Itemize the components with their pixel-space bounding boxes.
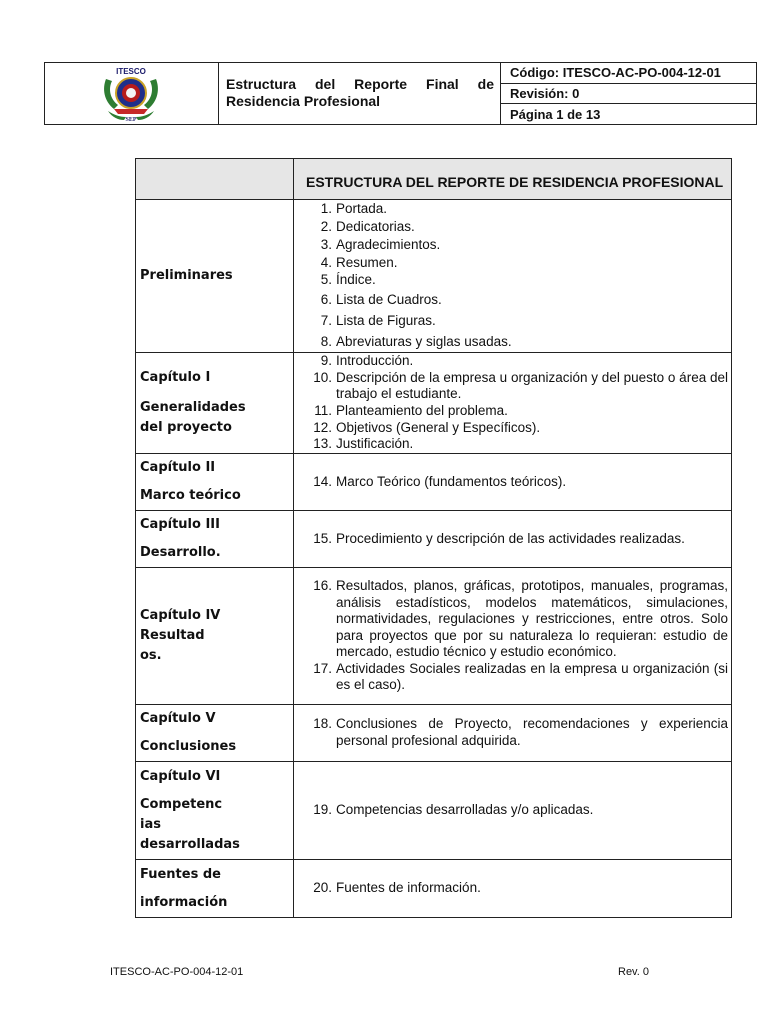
- document-revision: Revisión: 0: [501, 84, 756, 105]
- table-row: [136, 860, 732, 918]
- table-heading: ESTRUCTURA DEL REPORTE DE RESIDENCIA PROFESIONAL: [306, 174, 724, 190]
- section-items: [294, 705, 732, 762]
- document-meta: [501, 63, 756, 124]
- section-label-line: desarrolladas: [140, 836, 240, 852]
- section-label-line: Capítulo I: [140, 370, 211, 385]
- list-item: 3. Agradecimientos.: [320, 236, 441, 252]
- list-item: 6. Lista de Cuadros.: [320, 291, 442, 307]
- section-items: [294, 568, 732, 705]
- table-row: [136, 568, 732, 705]
- logo-text: ITESCO: [116, 67, 146, 76]
- section-label: [136, 568, 294, 705]
- section-label: [136, 454, 294, 511]
- document-header: [44, 62, 757, 125]
- section-label-line: Resultad: [140, 628, 205, 643]
- document-code: Código: ITESCO-AC-PO-004-12-01: [501, 63, 756, 84]
- table-row: [136, 353, 732, 454]
- section-label: [136, 511, 294, 568]
- list-item: 16. Resultados, planos, gráficas, prototipos, manuales, programas, análisis estadísticos, modelos matemáticos, simulaciones, normatividades, regulaciones y restricciones, entre otros. Solo para proyectos que por su naturaleza lo requieran: estudio de mercado, estudio técnico y estudio económico.: [313, 577, 728, 660]
- list-item: 14. Marco Teórico (fundamentos teóricos).: [313, 473, 567, 489]
- section-label-line: ias: [140, 816, 161, 832]
- structure-table: [135, 158, 732, 918]
- itesco-logo: [100, 65, 162, 123]
- section-label-line: os.: [140, 648, 162, 663]
- table-row: [136, 762, 732, 860]
- section-label-line: Capítulo V: [140, 711, 216, 726]
- section-items: [294, 762, 732, 860]
- section-label: [136, 353, 294, 454]
- table-row: [136, 200, 732, 353]
- section-label-line: Fuentes de: [140, 866, 221, 882]
- section-label-line: Desarrollo.: [140, 545, 221, 560]
- logo-motto: SEP: [125, 117, 137, 123]
- section-items: [294, 353, 732, 454]
- footer-revision: Rev. 0: [618, 966, 649, 978]
- list-item: 4. Resumen.: [320, 254, 398, 270]
- section-label-line: Capítulo VI: [140, 768, 221, 784]
- table-heading-cell: [294, 159, 732, 200]
- section-label: [136, 705, 294, 762]
- section-items: [294, 454, 732, 511]
- section-items: [294, 860, 732, 918]
- list-item: 13. Justificación.: [313, 436, 414, 452]
- list-item: 5. Índice.: [320, 271, 376, 287]
- header-empty-cell: [136, 159, 294, 200]
- section-label: [136, 860, 294, 918]
- list-item: 10. Descripción de la empresa u organización y del puesto o área del trabajo el estudiante.: [313, 369, 728, 402]
- section-label-line: Conclusiones: [140, 739, 237, 754]
- table-row: [136, 705, 732, 762]
- list-item: 15. Procedimiento y descripción de las actividades realizadas.: [313, 530, 685, 546]
- section-items: [294, 511, 732, 568]
- section-label-line: Marco teórico: [140, 488, 241, 503]
- table-row: [136, 454, 732, 511]
- section-label-line: Generalidades del proyecto: [140, 400, 246, 435]
- list-item: 1. Portada.: [320, 200, 388, 216]
- list-item: 18. Conclusiones de Proyecto, recomendaciones y experiencia personal profesional adquirida.: [313, 716, 728, 748]
- document-title: Estructura del Reporte Final de Residencia Profesional: [219, 63, 501, 124]
- list-item: 11. Planteamiento del problema.: [314, 403, 508, 418]
- list-item: 8. Abreviaturas y siglas usadas.: [320, 333, 512, 349]
- list-item: 7. Lista de Figuras.: [320, 312, 436, 328]
- section-label-line: Competenc: [140, 796, 223, 812]
- list-item: 19. Competencias desarrolladas y/o aplicadas.: [313, 802, 594, 818]
- table-header-row: [136, 159, 732, 200]
- section-label-line: Preliminares: [140, 268, 233, 283]
- section-label-line: información: [140, 894, 228, 910]
- section-items: [294, 200, 732, 353]
- section-label-line: Capítulo II: [140, 460, 216, 475]
- list-item: 17. Actividades Sociales realizadas en la empresa u organización (si es el caso).: [313, 660, 728, 693]
- logo-cell: [45, 63, 219, 124]
- section-label: [136, 200, 294, 353]
- section-label-line: Capítulo III: [140, 517, 220, 532]
- list-item: 2. Dedicatorias.: [320, 218, 415, 234]
- list-item: 12. Objetivos (General y Específicos).: [313, 419, 541, 435]
- section-label: [136, 762, 294, 860]
- document-page: Página 1 de 13: [510, 106, 601, 122]
- list-item: 9. Introducción.: [320, 353, 414, 369]
- section-label-line: Capítulo IV: [140, 608, 221, 623]
- list-item: 20. Fuentes de información.: [313, 880, 481, 896]
- footer-code: ITESCO-AC-PO-004-12-01: [110, 966, 244, 978]
- table-row: [136, 511, 732, 568]
